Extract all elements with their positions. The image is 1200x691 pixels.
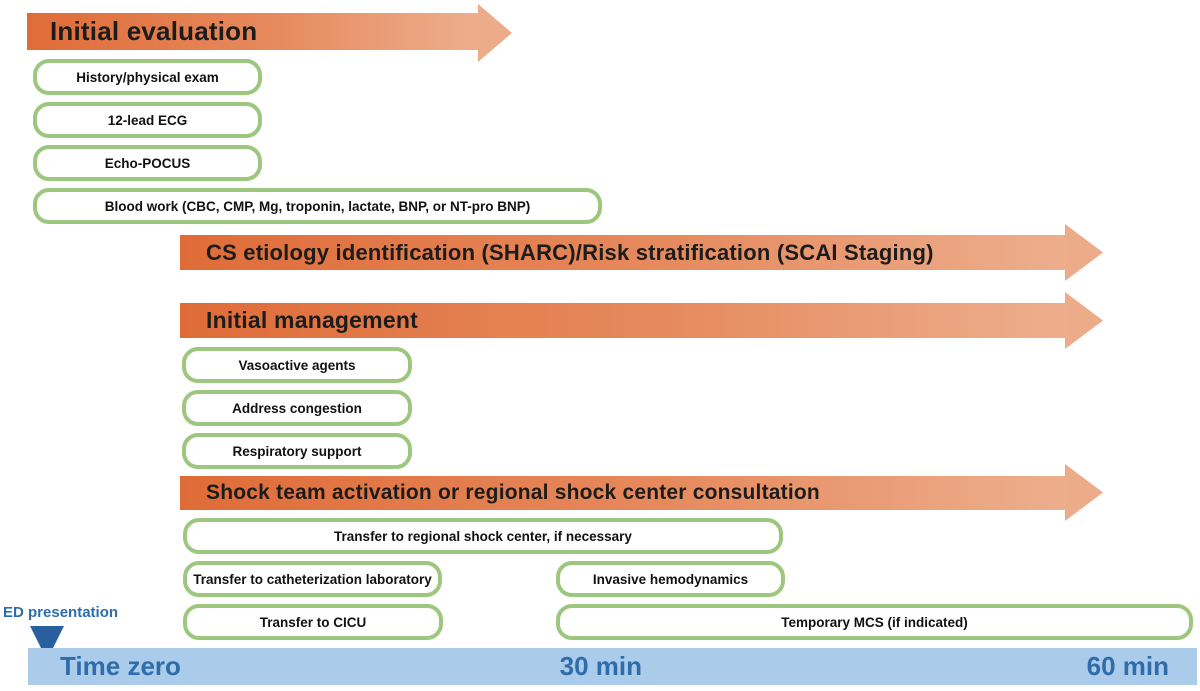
box-blood-work-label: Blood work (CBC, CMP, Mg, troponin, lactate, BNP, or NT-pro BNP) bbox=[104, 198, 531, 214]
box-transfer-cath-lab-label: Transfer to catheterization laboratory bbox=[193, 571, 432, 587]
arrowhead-right-icon bbox=[478, 4, 512, 62]
arrow-cs-etiology-label: CS etiology identification (SHARC)/Risk stratification (SCAI Staging) bbox=[206, 239, 934, 265]
arrow-initial-management-bar bbox=[180, 303, 1065, 338]
arrow-initial-management-label: Initial management bbox=[206, 307, 418, 333]
arrow-initial-management bbox=[180, 292, 1103, 349]
box-echo-pocus bbox=[33, 145, 262, 181]
timeline-bar bbox=[28, 648, 1197, 685]
timeline-tick-60-min: 60 min bbox=[1086, 651, 1169, 681]
box-history-physical-exam bbox=[33, 59, 262, 95]
arrow-shock-team-label: Shock team activation or regional shock center consultation bbox=[206, 481, 820, 504]
arrowhead-right-icon bbox=[1065, 224, 1103, 281]
arrowhead-right-icon bbox=[1065, 292, 1103, 349]
arrow-initial-evaluation-bar bbox=[27, 13, 478, 50]
arrow-cs-etiology-risk-stratification bbox=[180, 224, 1103, 281]
arrow-shock-team-bar bbox=[180, 476, 1065, 510]
box-transfer-regional-shock-center bbox=[183, 518, 783, 554]
box-transfer-cicu bbox=[183, 604, 443, 640]
box-vasoactive-agents bbox=[182, 347, 412, 383]
box-vasoactive-agents-label: Vasoactive agents bbox=[238, 357, 356, 373]
box-12-lead-ecg bbox=[33, 102, 262, 138]
box-address-congestion bbox=[182, 390, 412, 426]
arrow-initial-evaluation bbox=[27, 4, 512, 62]
ed-presentation-label: ED presentation bbox=[3, 604, 119, 621]
box-transfer-regional-shock-center-label: Transfer to regional shock center, if necessary bbox=[334, 528, 632, 544]
arrow-cs-etiology-bar bbox=[180, 235, 1065, 270]
box-respiratory-support-label: Respiratory support bbox=[232, 443, 362, 459]
timeline-tick-time-zero: Time zero bbox=[60, 651, 181, 681]
arrow-shock-team-activation bbox=[180, 464, 1103, 521]
arrowhead-right-icon bbox=[1065, 464, 1103, 521]
box-invasive-hemodynamics-label: Invasive hemodynamics bbox=[592, 571, 749, 587]
box-transfer-cath-lab bbox=[183, 561, 442, 597]
arrow-initial-evaluation-label: Initial evaluation bbox=[50, 16, 258, 46]
box-12-lead-ecg-label: 12-lead ECG bbox=[107, 112, 188, 128]
box-temporary-mcs-label: Temporary MCS (if indicated) bbox=[781, 614, 968, 630]
box-temporary-mcs bbox=[556, 604, 1193, 640]
box-blood-work bbox=[33, 188, 602, 224]
box-transfer-cicu-label: Transfer to CICU bbox=[259, 614, 367, 630]
box-history-physical-exam-label: History/physical exam bbox=[76, 69, 219, 85]
box-echo-pocus-label: Echo-POCUS bbox=[104, 155, 191, 171]
box-invasive-hemodynamics bbox=[556, 561, 785, 597]
box-address-congestion-label: Address congestion bbox=[232, 400, 362, 416]
timeline-tick-30-min: 30 min bbox=[559, 651, 642, 681]
